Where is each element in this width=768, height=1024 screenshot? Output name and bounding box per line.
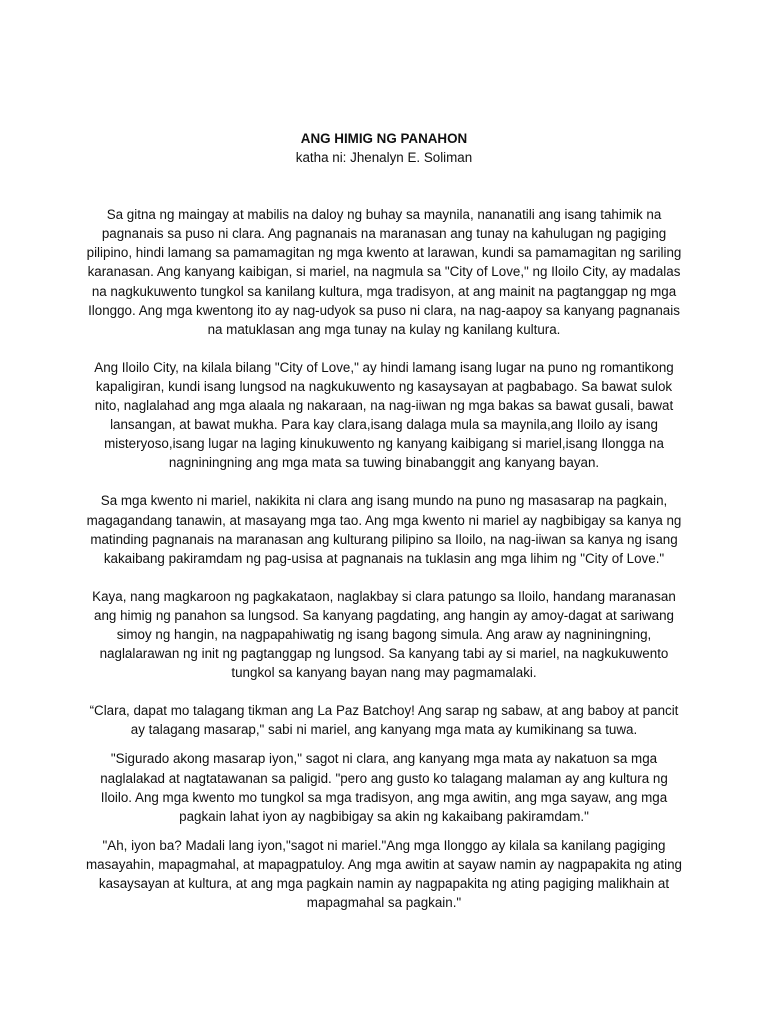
paragraph: Sa mga kwento ni mariel, nakikita ni clara ang isang mundo na puno ng masasarap na pagkain, magagandang tanawin, at masayang mga tao. Ang mga kwento ni mariel ay nagbibigay sa kanya ng matinding pagnanais na maranasan ang kulturang pilipino sa Iloilo, na nag-iiwan sa kanya ng isang kakaibang pakiramdam ng pag-usisa at pagnanais na tuklasin ang mga lihim ng "City of Love." xyxy=(86,493,682,566)
paragraph: Sa gitna ng maingay at mabilis na daloy ng buhay sa maynila, nananatili ang isang tahimik na pagnanais sa puso ni clara. Ang pagnanais na maranasan ang tunay na kahulugan ng pagiging pilipino, hindi lamang sa pamamagitan ng mga kwento at larawan, kundi sa pamamagitan ng sariling karanasan. Ang kanyang kaibigan, si mariel, na nagmula sa "City of Love," ng Iloilo City, ay madalas na nagkukuwento tungkol sa kanilang kultura, mga tradisyon, at ang mainit na pagtanggap ng mga Ilonggo. Ang mga kwentong ito ay nag-udyok sa puso ni clara, na nag-aapoy sa kanyang pagnanais na matuklasan ang mga tunay na kulay ng kanilang kultura. xyxy=(86,207,682,337)
paragraph: “Clara, dapat mo talagang tikman ang La Paz Batchoy! Ang sarap ng sabaw, at ang baboy at pancit ay talagang masarap," sabi ni mariel, ang kanyang mga mata ay kumikinang sa tuwa. xyxy=(89,703,679,738)
paragraph: "Sigurado akong masarap iyon," sagot ni clara, ang kanyang mga mata ay nakatuon sa mga naglalakad at nagtatawanan sa paligid. "pero ang gusto ko talagang malaman ay ang kultura ng Iloilo. Ang mga kwento mo tungkol sa mga tradisyon, ang mga awitin, ang mga sayaw, ang mga pagkain lahat iyon ay nagbibigay sa akin ng kakaibang pakiramdam." xyxy=(100,751,668,824)
paragraph: Kaya, nang magkaroon ng pagkakataon, naglakbay si clara patungo sa Iloilo, handang maranasan ang himig ng panahon sa lungsod. Sa kanyang pagdating, ang hangin ay amoy-dagat at sariwang simoy ng hangin, na nagpapahiwatig ng isang bagong simula. Ang araw ay nagniningning, naglalarawan ng init ng pagtanggap ng lungsod. Sa kanyang tabi ay si mariel, na nagkukuwento tungkol sa kanyang bayan nang may pagmamalaki. xyxy=(92,588,676,681)
paragraph: "Ah, iyon ba? Madali lang iyon,"sagot ni mariel."Ang mga Ilonggo ay kilala sa kanilang pagiging masayahin, mapagmahal, at mapagpatuloy. Ang mga awitin at sayaw namin ay nagpapakita ng ating kasaysayan at kultura, at ang mga pagkain namin ay nagpapakita ng ating pagiging malikhain at mapagmahal sa pagkain." xyxy=(86,837,682,911)
story-author: katha ni: Jhenalyn E. Soliman xyxy=(295,150,473,166)
story-title: ANG HIMIG NG PANAHON xyxy=(300,131,468,146)
document-body xyxy=(84,129,684,922)
paragraph: Ang Iloilo City, na kilala bilang "City of Love," ay hindi lamang isang lugar na puno ng romantikong kapaligiran, kundi isang lungsod na nagkukuwento ng kasaysayan at pagbabago. Sa bawat sulok nito, naglalahad ang mga alaala ng nakaraan, na nag-iiwan ng mga bakas sa bawat gusali, bawat lansangan, at bawat mukha. Para kay clara,isang dalaga mula sa maynila,ang Iloilo ay isang misteryoso,isang lugar na laging kinukuwento ng kanyang kaibigang si mariel,isang Ilongga na nagniningning ang mga mata sa tuwing binabanggit ang kanyang bayan. xyxy=(94,359,674,471)
